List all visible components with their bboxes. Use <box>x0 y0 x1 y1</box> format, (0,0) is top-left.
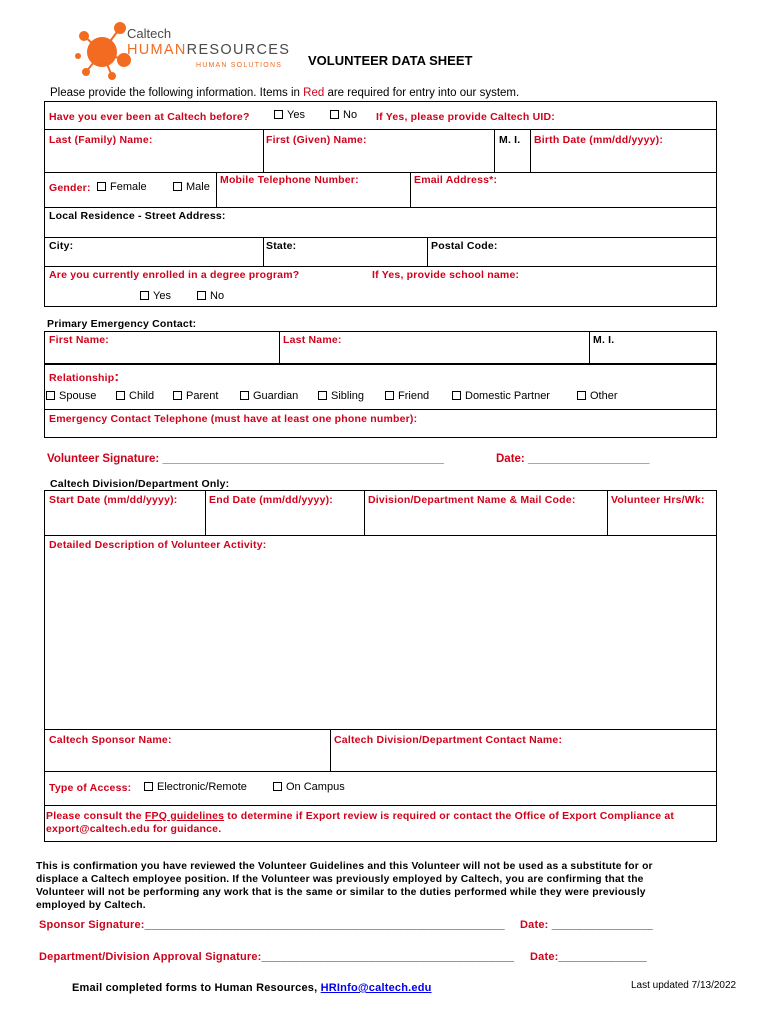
degree-yes[interactable] <box>140 290 171 302</box>
option-label: No <box>343 109 358 121</box>
option-label: Yes <box>287 109 305 121</box>
approval-signature <box>39 951 514 963</box>
logo-human-resources <box>127 42 290 58</box>
option-label: Guardian <box>253 390 299 402</box>
confirmation-line: Volunteer will not be performing any work that is the same or similar to the duties performed while they were previously <box>36 887 646 898</box>
option-label: Yes <box>153 290 171 302</box>
volunteer-signature-line[interactable]: ____________________________________________ <box>162 453 444 465</box>
emergency-name-row <box>44 331 717 364</box>
gender-female[interactable] <box>97 181 147 193</box>
volunteer-signature-label: Volunteer Signature: <box>47 453 163 465</box>
checkbox-icon <box>385 391 394 400</box>
volunteer-hours-label: Volunteer Hrs/Wk: <box>611 494 705 506</box>
checkbox-icon <box>144 782 153 791</box>
checkbox-icon <box>273 782 282 791</box>
relationship-colon: : <box>114 368 120 384</box>
relationship-text: Relationship <box>49 372 115 384</box>
sponsor-signature <box>39 919 505 931</box>
access-type-label: Type of Access: <box>49 782 132 794</box>
checkbox-icon <box>330 110 339 119</box>
relationship-option-friend[interactable] <box>385 390 429 402</box>
confirmation-text <box>36 860 653 912</box>
gender-label: Gender: <box>49 182 91 194</box>
access-electronic[interactable] <box>144 781 247 793</box>
mi-label: M. I. <box>499 134 521 146</box>
postal-code-label: Postal Code: <box>431 240 498 252</box>
intro-post: are required for entry into our system. <box>324 87 520 99</box>
logo-human: HUMAN <box>127 42 187 58</box>
last-updated: Last updated 7/13/2022 <box>631 980 737 991</box>
caltech-before-question: Have you ever been at Caltech before? <box>49 111 250 123</box>
option-label: Spouse <box>59 390 97 402</box>
volunteer-date-label: Date: <box>496 453 528 465</box>
option-label: Electronic/Remote <box>157 781 247 793</box>
checkbox-icon <box>46 391 55 400</box>
last-name-label: Last (Family) Name: <box>49 134 153 146</box>
relationship-option-other[interactable] <box>577 390 618 402</box>
option-label: Child <box>129 390 155 402</box>
checkbox-icon <box>173 391 182 400</box>
emergency-heading: Primary Emergency Contact: <box>47 318 197 330</box>
option-label: Other <box>590 390 618 402</box>
relationship-option-parent[interactable] <box>173 390 218 402</box>
relationship-option-child[interactable] <box>116 390 154 402</box>
activity-description-label: Detailed Description of Volunteer Activity: <box>49 539 267 551</box>
checkbox-icon <box>274 110 283 119</box>
footer-email-pre: Email completed forms to Human Resources, <box>72 982 321 994</box>
volunteer-date <box>496 453 649 465</box>
confirmation-line: employed by Caltech. <box>36 900 146 911</box>
option-label: Sibling <box>331 390 365 402</box>
caltech-hr-logo <box>72 14 291 84</box>
confirmation-line: displace a Caltech employee position. If the Volunteer was previously employed by Caltech, you are confirming that the <box>36 874 644 885</box>
export-pre: Please consult the <box>46 810 145 822</box>
degree-no[interactable] <box>197 290 224 302</box>
street-address-label: Local Residence - Street Address: <box>49 210 226 222</box>
approval-signature-label: Department/Division Approval Signature: <box>39 951 262 963</box>
relationship-label <box>49 368 119 384</box>
gender-male[interactable] <box>173 181 210 193</box>
emergency-phone-label: Emergency Contact Telephone (must have at least one phone number): <box>49 413 418 425</box>
emergency-first-name-label: First Name: <box>49 334 109 346</box>
sponsor-date <box>520 919 653 931</box>
division-heading: Caltech Division/Department Only: <box>50 478 230 490</box>
department-name-label: Division/Department Name & Mail Code: <box>368 494 576 506</box>
intro-text <box>50 87 519 99</box>
approval-signature-line[interactable]: ________________________________________ <box>261 951 515 963</box>
end-date-label: End Date (mm/dd/yyyy): <box>209 494 334 506</box>
relationship-option-guardian[interactable] <box>240 390 298 402</box>
footer-email <box>72 982 432 994</box>
volunteer-signature <box>47 453 444 465</box>
logo-resources: RESOURCES <box>186 42 291 58</box>
export-line2: export@caltech.edu for guidance. <box>46 823 222 835</box>
checkbox-icon <box>452 391 461 400</box>
birth-date-label: Birth Date (mm/dd/yyyy): <box>534 134 664 146</box>
degree-question: Are you currently enrolled in a degree program? <box>49 269 300 281</box>
export-notice <box>46 810 674 836</box>
checkbox-icon <box>577 391 586 400</box>
option-label: Domestic Partner <box>465 390 550 402</box>
checkbox-icon <box>173 182 182 191</box>
intro-pre: Please provide the following information. Items in <box>50 87 304 99</box>
access-campus[interactable] <box>273 781 345 793</box>
start-date-label: Start Date (mm/dd/yyyy): <box>49 494 178 506</box>
approval-date <box>530 951 647 963</box>
confirmation-line: This is confirmation you have reviewed the Volunteer Guidelines and this Volunteer will not be used as a substitute for or <box>36 861 653 872</box>
school-name-label: If Yes, provide school name: <box>372 269 520 281</box>
sponsor-date-line[interactable]: ________________ <box>551 919 653 931</box>
relationship-option-sibling[interactable] <box>318 390 364 402</box>
sponsor-name-label: Caltech Sponsor Name: <box>49 734 172 746</box>
emergency-last-name-label: Last Name: <box>283 334 342 346</box>
state-label: State: <box>266 240 297 252</box>
sponsor-signature-label: Sponsor Signature: <box>39 919 145 931</box>
option-label: No <box>210 290 225 302</box>
fpq-guidelines-link[interactable]: FPQ guidelines <box>144 810 225 822</box>
checkbox-icon <box>140 291 149 300</box>
mobile-label: Mobile Telephone Number: <box>220 174 359 186</box>
page-title: VOLUNTEER DATA SHEET <box>308 53 473 68</box>
option-label: Parent <box>186 390 219 402</box>
intro-red: Red <box>303 87 325 99</box>
sponsor-signature-line[interactable]: _________________________________________________________ <box>144 919 505 931</box>
emergency-mi-label: M. I. <box>593 334 615 346</box>
checkbox-icon <box>197 291 206 300</box>
option-label: Friend <box>398 390 430 402</box>
export-post: to determine if Export review is required or contact the Office of Export Compliance at <box>224 810 675 822</box>
first-name-label: First (Given) Name: <box>266 134 367 146</box>
logo-org: Caltech <box>127 26 172 41</box>
approval-date-label: Date: <box>530 951 559 963</box>
logo-solutions: HUMAN SOLUTIONS <box>196 62 283 69</box>
checkbox-icon <box>97 182 106 191</box>
city-label: City: <box>49 240 74 252</box>
sponsor-date-label: Date: <box>520 919 549 931</box>
checkbox-icon <box>116 391 125 400</box>
caltech-uid-label: If Yes, please provide Caltech UID: <box>376 111 555 123</box>
approval-date-line[interactable]: ______________ <box>558 951 647 963</box>
dept-contact-label: Caltech Division/Department Contact Name: <box>334 734 563 746</box>
hrinfo-email-link[interactable]: HRInfo@caltech.edu <box>320 982 432 994</box>
checkbox-icon <box>318 391 327 400</box>
volunteer-date-line[interactable]: ___________________ <box>527 453 650 465</box>
option-label: On Campus <box>286 781 345 793</box>
checkbox-icon <box>240 391 249 400</box>
relationship-option-domestic-partner[interactable] <box>452 390 550 402</box>
caltech-before-yes[interactable] <box>274 109 305 121</box>
relationship-option-spouse[interactable] <box>46 390 96 402</box>
option-label: Female <box>110 181 147 193</box>
option-label: Male <box>186 181 210 193</box>
caltech-before-no[interactable] <box>330 109 357 121</box>
email-label: Email Address*: <box>414 174 498 186</box>
logo-circles-icon <box>72 14 132 84</box>
